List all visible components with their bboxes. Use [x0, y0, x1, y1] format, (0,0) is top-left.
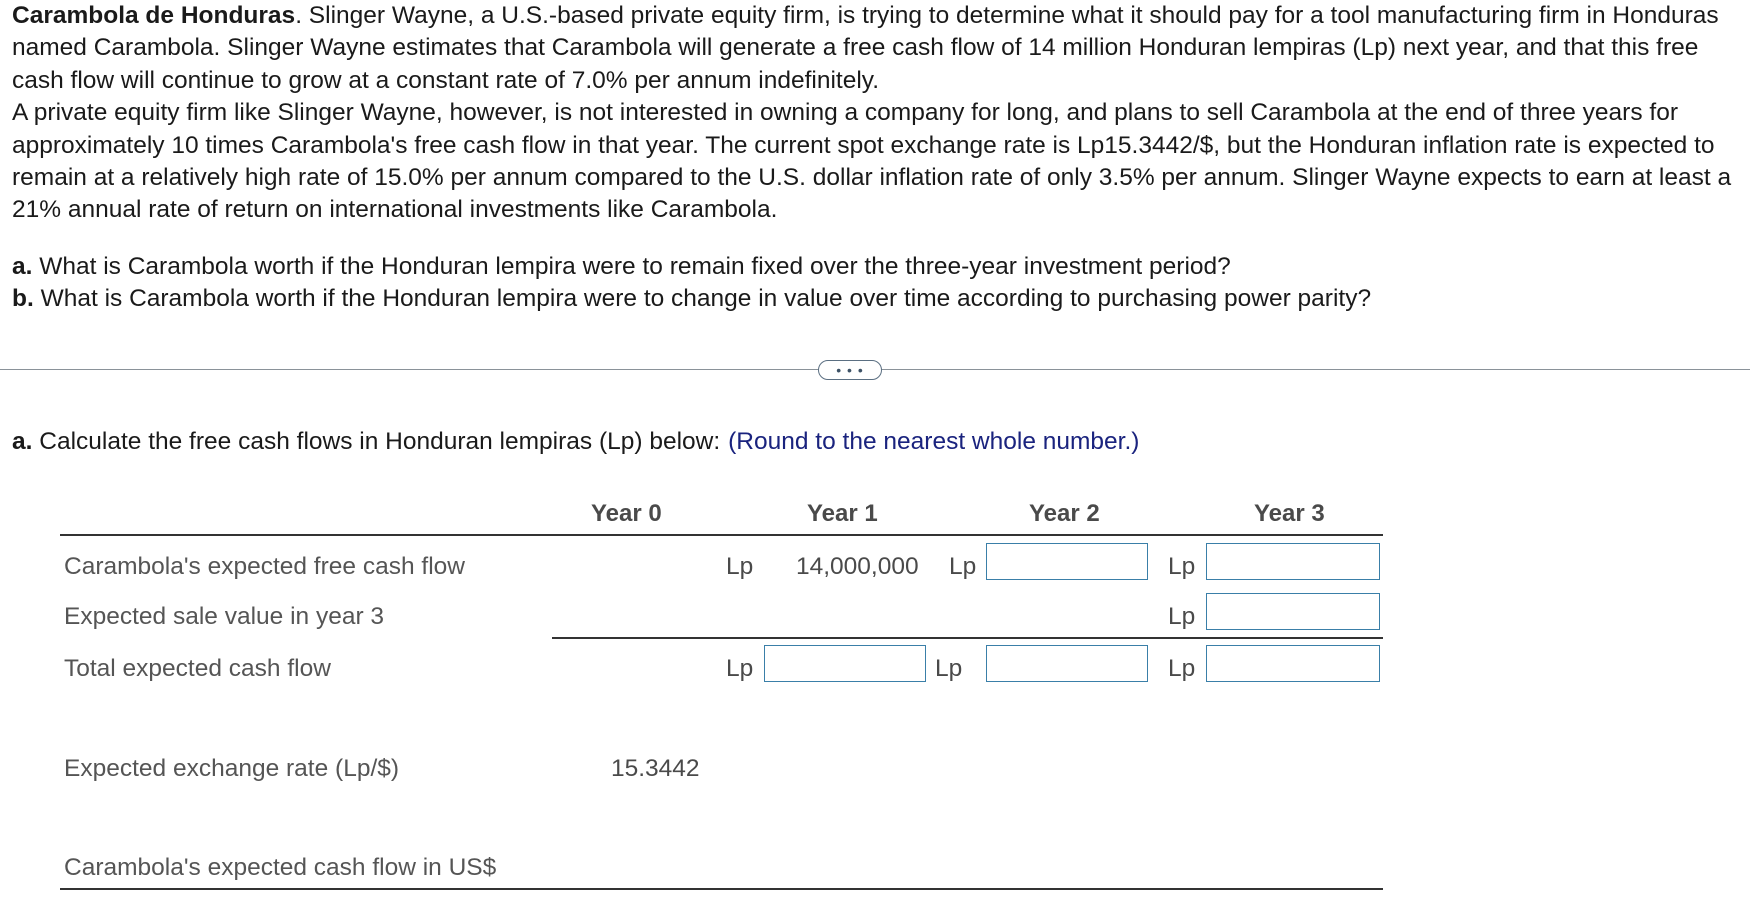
header-year-3: Year 3 — [1254, 500, 1325, 527]
problem-text-1: . Slinger Wayne, a U.S.-based private equity firm, is trying to determine what it should pay for a tool manufacturing firm in Honduras named Carambola. Slinger Wayne estimates that Carambola will generate a free cash flow of 14 million Honduran lempiras (Lp) next year, and that this free cash flow will continue to grow at a constant rate of 7.0% per annum indefinitely. — [12, 2, 1719, 94]
row-label-exchange-rate: Expected exchange rate (Lp/$) — [64, 755, 400, 782]
subtotal-rule — [552, 637, 1383, 639]
currency-label: Lp — [1168, 603, 1196, 630]
part-a-text: Calculate the free cash flows in Honduran lempiras (Lp) below: — [32, 428, 721, 455]
problem-paragraph-2: A private equity firm like Slinger Wayne, however, is not interested in owning a company for long, and plans to sell Carambola at the end of three years for approximately 10 times Carambola's free cash flow in that year. The current spot exchange rate is Lp15.3442/$, but the Honduran inflation rate is expected to remain at a relatively high rate of 15.0% per annum compared to the U.S. dollar inflation rate of only 3.5% per annum. Slinger Wayne expects to earn at least a 21% annual rate of return on international investments like Carambola. — [12, 99, 1732, 224]
problem-statement — [12, 0, 1742, 316]
rounding-hint: (Round to the nearest whole number.) — [728, 428, 1140, 455]
problem-title: Carambola de Honduras — [12, 2, 296, 29]
total-year3-input[interactable] — [1206, 645, 1380, 682]
problem-paragraph-1 — [12, 0, 1742, 97]
currency-label: Lp — [949, 553, 977, 580]
question-a-text: What is Carambola worth if the Honduran lempira were to remain fixed over the three-year investment period? — [32, 252, 1231, 280]
total-year2-input[interactable] — [986, 645, 1148, 682]
currency-label: Lp — [935, 655, 963, 682]
fx-year0-value: 15.3442 — [611, 755, 700, 782]
question-a — [12, 251, 1742, 283]
row-label-fcf: Carambola's expected free cash flow — [64, 553, 465, 580]
expand-more-button[interactable]: • • • — [818, 360, 882, 380]
header-year-2: Year 2 — [1029, 500, 1100, 527]
row-label-total: Total expected cash flow — [64, 655, 331, 682]
question-b — [12, 283, 1742, 315]
header-year-0: Year 0 — [591, 500, 662, 527]
usd-row-rule — [60, 888, 1383, 890]
currency-label: Lp — [1168, 553, 1196, 580]
part-a-instruction — [12, 428, 1139, 456]
header-rule — [60, 534, 1383, 536]
row-label-sale-value: Expected sale value in year 3 — [64, 603, 385, 630]
currency-label: Lp — [726, 655, 754, 682]
question-a-label: a. — [12, 252, 33, 280]
sale-year3-input[interactable] — [1206, 593, 1380, 630]
question-b-label: b. — [12, 285, 34, 313]
row-label-usd-cash-flow: Carambola's expected cash flow in US$ — [64, 854, 497, 881]
fcf-year2-input[interactable] — [986, 543, 1148, 580]
fcf-year3-input[interactable] — [1206, 543, 1380, 580]
currency-label: Lp — [1168, 655, 1196, 682]
total-year1-input[interactable] — [764, 645, 926, 682]
currency-label: Lp — [726, 553, 754, 580]
header-year-1: Year 1 — [807, 500, 878, 527]
question-b-text: What is Carambola worth if the Honduran lempira were to change in value over time according to purchasing power parity? — [33, 285, 1372, 313]
fcf-year1-value: 14,000,000 — [796, 553, 919, 580]
part-a-label: a. — [12, 428, 33, 455]
